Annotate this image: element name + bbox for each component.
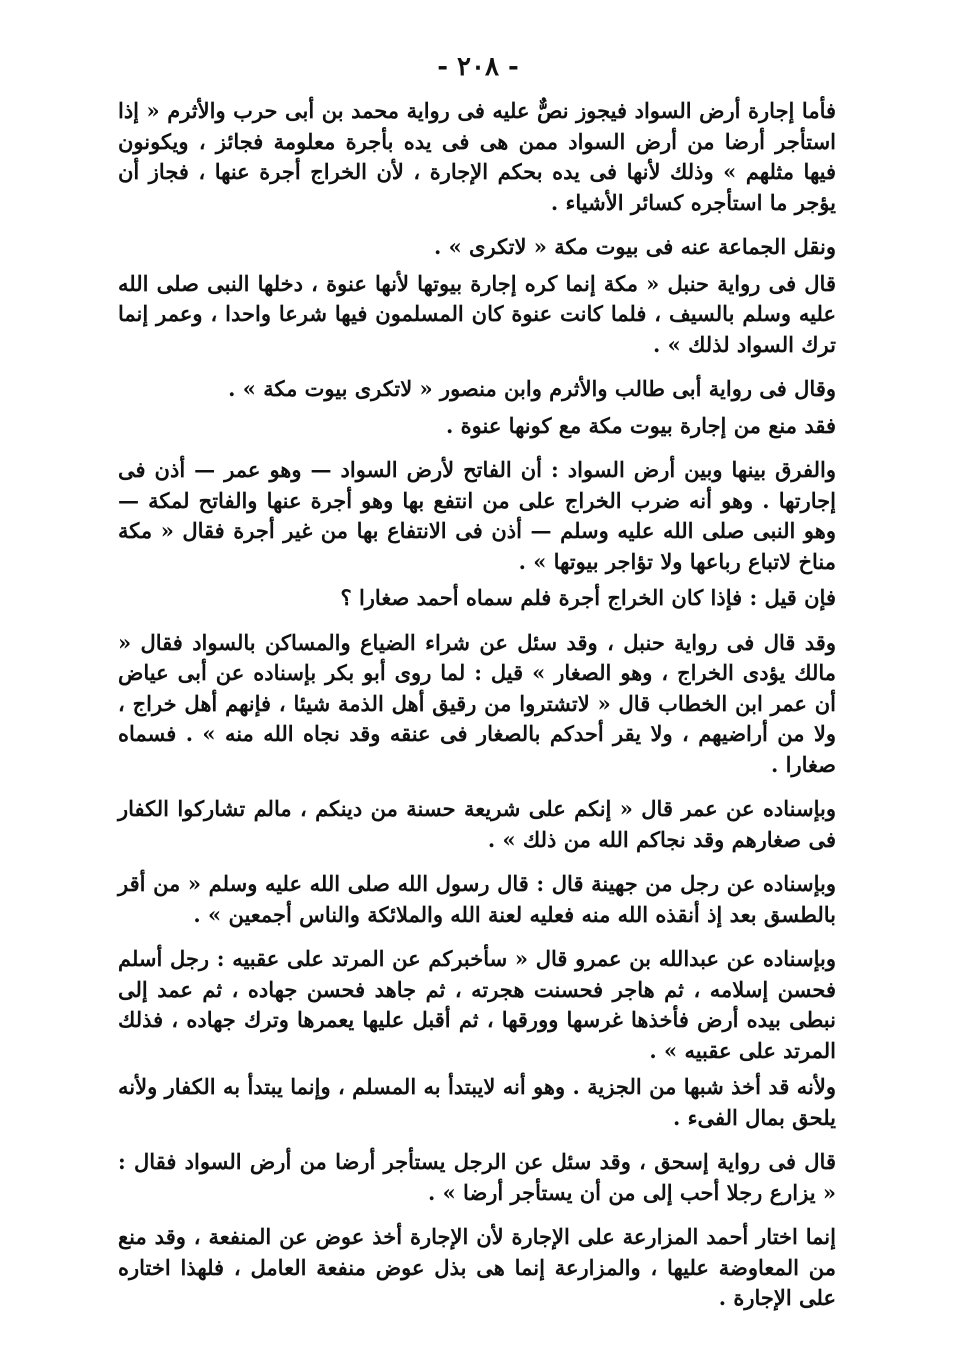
body-text bbox=[118, 96, 836, 1328]
paragraph: ولأنه قد أخذ شبها من الجزية . وهو أنه لايبتدأ به المسلم ، وإنما يبتدأ به الكفار ولأنه يلحق بمال الفىء . bbox=[118, 1074, 836, 1130]
paragraph: والفرق بينها وبين أرض السواد : أن الفاتح لأرض السواد — وهو عمر — أذن فى إجارتها . وهو أنه ضرب الخراج على من انتفع بها وهو أجرة عنها والفاتح لمكة — وهو النبى صلى الله عليه وسلم — أذن فى الانتفاع بها من غير أجرة فقال « مكة مناخ لاتباع رباعها ولا تؤاجر بيوتها » . bbox=[118, 457, 836, 574]
paragraph: إنما اختار أحمد المزارعة على الإجارة لأن الإجارة أخذ عوض عن المنفعة ، وقد منع من المعاوضة عليها ، والمزارعة إنما هى بذل عوض منفعة العامل ، فلهذا اختاره على الإجارة . bbox=[118, 1224, 836, 1310]
paragraph: فأما إجارة أرض السواد فيجوز نصٌّ عليه فى رواية محمد بن أبى حرب والأثرم « إذا استأجر أرضا من أرض السواد ممن هى فى يده بأجرة معلومة فجائز ، ويكونون فيها مثلهم » وذلك لأنها فى يده بحكم الإجارة ، لأن الخراج أجرة عنها ، فجاز أن يؤجر ما استأجره كسائر الأشياء . bbox=[118, 98, 836, 215]
paragraph: وبإسناده عن عمر قال « إنكم على شريعة حسنة من دينكم ، مالم تشاركوا الكفار فى صغارهم وقد نجاكم الله من ذلك » . bbox=[118, 796, 836, 852]
page-number: - ٢٠٨ - bbox=[437, 52, 519, 82]
paragraph: وبإسناده عن رجل من جهينة قال : قال رسول الله صلى الله عليه وسلم « من أقر بالطسق بعد إذ أنقذه الله منه فعليه لعنة الله والملائكة والناس أجمعين » . bbox=[118, 871, 836, 927]
paragraph: فقد منع من إجارة بيوت مكة مع كونها عنوة . bbox=[446, 412, 836, 438]
paragraph: وبإسناده عن عبدالله بن عمرو قال « سأخبركم عن المرتد على عقبيه : رجل أسلم فحسن إسلامه ، ثم هاجر فحسنت هجرته ، ثم جاهد فحسن جهاده ، ثم عمد إلى نبطى بيده أرض فأخذها غرسها وورقها ، ثم أقبل عليها يعمرها وترك جهاده ، فذلك المرتد على عقبيه » . bbox=[118, 946, 836, 1063]
paragraph: ونقل الجماعة عنه فى بيوت مكة « لاتكرى » . bbox=[433, 234, 836, 259]
paragraph: وقال فى رواية أبى طالب والأثرم وابن منصور « لاتكرى بيوت مكة » . bbox=[228, 376, 836, 401]
paragraph: فإن قيل : فإذا كان الخراج أجرة فلم سماه أحمد صغارا ؟ bbox=[340, 585, 836, 610]
paragraph: قال فى رواية إسحق ، وقد سئل عن الرجل يستأجر أرضا من أرض السواد فقال : « يزارع رجلا أحب إلى من أن يستأجر أرضا » . bbox=[118, 1149, 836, 1205]
paragraph: وقد قال فى رواية حنبل ، وقد سئل عن شراء الضياع والمساكن بالسواد فقال « مالك يؤدى الخراج ، وهو الصغار » قيل : لما روى أبو بكر بإسناده عن أبى عياض أن عمر ابن الخطاب قال « لاتشتروا من رقيق أهل الذمة شيئا ، فإنهم أهل خراج ، ولا من أراضيهم ، ولا يقر أحدكم بالصغار فى عنقه وقد نجاه الله منه » . فسماه صغارا . bbox=[118, 629, 836, 777]
paragraph: قال فى رواية حنبل « مكة إنما كره إجارة بيوتها لأنها عنوة ، دخلها النبى صلى الله عليه وسلم بالسيف ، فلما كانت عنوة كان المسلمون فيها شرعا واحدا ، وعمر إنما ترك السواد لذلك » . bbox=[118, 270, 836, 357]
